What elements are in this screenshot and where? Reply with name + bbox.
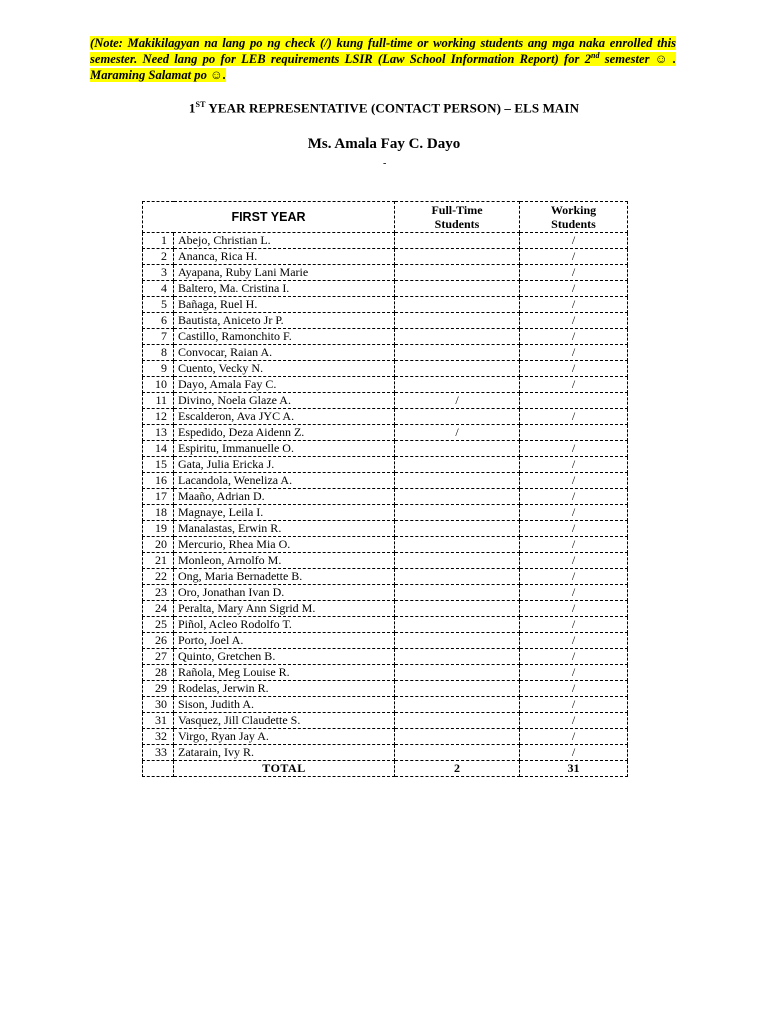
working-header-line1: Working (550, 203, 597, 217)
representative-heading (0, 100, 768, 116)
full-time-mark (395, 297, 520, 313)
student-name: Bañaga, Ruel H. (174, 297, 395, 313)
table-row (143, 473, 628, 489)
full-time-mark (395, 281, 520, 297)
row-number: 20 (143, 537, 174, 553)
table-row (143, 425, 628, 441)
student-name: Porto, Joel A. (174, 633, 395, 649)
full-time-mark (395, 441, 520, 457)
table-row (143, 249, 628, 265)
full-time-mark (395, 233, 520, 249)
full-time-mark (395, 713, 520, 729)
student-name: Dayo, Amala Fay C. (174, 377, 395, 393)
total-working: 31 (520, 761, 628, 777)
table-row (143, 393, 628, 409)
working-mark: / (520, 249, 628, 265)
table-row (143, 409, 628, 425)
table-row (143, 361, 628, 377)
note-line: (Note: Makikilagyan na lang po ng check (/) kung full-time or working students ang mga naka enrolled this semester. Need lang po for LEB requirements LSIR (Law School Information Report) for 2 (90, 36, 676, 66)
full-time-mark (395, 265, 520, 281)
full-time-mark (395, 697, 520, 713)
table-row (143, 233, 628, 249)
full-time-mark (395, 681, 520, 697)
working-mark: / (520, 377, 628, 393)
student-name: Maaño, Adrian D. (174, 489, 395, 505)
student-name: Ong, Maria Bernadette B. (174, 569, 395, 585)
heading-ordinal: 1 (188, 100, 196, 116)
table-row (143, 745, 628, 761)
working-mark: / (520, 457, 628, 473)
student-name: Quinto, Gretchen B. (174, 649, 395, 665)
table-row (143, 457, 628, 473)
row-number: 3 (143, 265, 174, 281)
total-row (143, 761, 628, 777)
table-header-row (143, 202, 628, 233)
row-number: 28 (143, 665, 174, 681)
student-name: Rañola, Meg Louise R. (174, 665, 395, 681)
row-number: 10 (143, 377, 174, 393)
roster-body (143, 233, 628, 761)
working-mark: / (520, 265, 628, 281)
student-name: Monleon, Arnolfo M. (174, 553, 395, 569)
working-mark (520, 425, 628, 441)
working-mark: / (520, 329, 628, 345)
student-name: Zatarain, Ivy R. (174, 745, 395, 761)
table-row (143, 713, 628, 729)
table-row (143, 329, 628, 345)
row-number: 19 (143, 521, 174, 537)
row-number: 7 (143, 329, 174, 345)
full-time-mark (395, 665, 520, 681)
student-name: Sison, Judith A. (174, 697, 395, 713)
student-name: Bautista, Aniceto Jr P. (174, 313, 395, 329)
first-year-header: FIRST YEAR (143, 202, 395, 233)
working-mark: / (520, 537, 628, 553)
student-name: Magnaye, Leila I. (174, 505, 395, 521)
full-time-mark (395, 537, 520, 553)
table-row (143, 313, 628, 329)
working-mark: / (520, 441, 628, 457)
full-time-mark (395, 601, 520, 617)
row-number: 17 (143, 489, 174, 505)
student-name: Espiritu, Immanuelle O. (174, 441, 395, 457)
student-name: Castillo, Ramonchito F. (174, 329, 395, 345)
table-row (143, 441, 628, 457)
row-number: 26 (143, 633, 174, 649)
table-row (143, 521, 628, 537)
student-name: Ayapana, Ruby Lani Marie (174, 265, 395, 281)
student-name: Vasquez, Jill Claudette S. (174, 713, 395, 729)
full-time-mark: / (395, 393, 520, 409)
table-row (143, 345, 628, 361)
table-row (143, 665, 628, 681)
row-number: 18 (143, 505, 174, 521)
note-line-end: semester ☺ . Maraming Salamat po ☺. (90, 52, 676, 82)
heading-text: YEAR REPRESENTATIVE (CONTACT PERSON) – ELS MAIN (205, 100, 580, 116)
working-mark: / (520, 297, 628, 313)
total-blank-cell (143, 761, 174, 777)
table-row (143, 489, 628, 505)
row-number: 29 (143, 681, 174, 697)
row-number: 24 (143, 601, 174, 617)
student-name: Gata, Julia Ericka J. (174, 457, 395, 473)
student-name: Divino, Noela Glaze A. (174, 393, 395, 409)
note-superscript: nd (591, 50, 600, 60)
row-number: 1 (143, 233, 174, 249)
full-time-header-line2: Students (434, 217, 480, 231)
student-name: Oro, Jonathan Ivan D. (174, 585, 395, 601)
full-time-mark (395, 377, 520, 393)
full-time-mark (395, 409, 520, 425)
row-number: 13 (143, 425, 174, 441)
full-time-mark (395, 457, 520, 473)
working-mark: / (520, 665, 628, 681)
full-time-mark (395, 361, 520, 377)
note-text (90, 36, 676, 82)
table-row (143, 617, 628, 633)
full-time-mark (395, 649, 520, 665)
full-time-header (395, 202, 520, 233)
table-row (143, 537, 628, 553)
student-name: Rodelas, Jerwin R. (174, 681, 395, 697)
working-mark: / (520, 345, 628, 361)
working-mark: / (520, 649, 628, 665)
table-row (143, 601, 628, 617)
student-name: Peralta, Mary Ann Sigrid M. (174, 601, 395, 617)
full-time-header-line1: Full-Time (431, 203, 483, 217)
working-mark: / (520, 281, 628, 297)
full-time-mark (395, 745, 520, 761)
table-row (143, 281, 628, 297)
student-name: Ananca, Rica H. (174, 249, 395, 265)
row-number: 33 (143, 745, 174, 761)
instruction-note (90, 35, 676, 83)
student-name: Virgo, Ryan Jay A. (174, 729, 395, 745)
working-mark: / (520, 313, 628, 329)
row-number: 16 (143, 473, 174, 489)
row-number: 27 (143, 649, 174, 665)
row-number: 2 (143, 249, 174, 265)
student-name: Escalderon, Ava JYC A. (174, 409, 395, 425)
row-number: 25 (143, 617, 174, 633)
working-mark: / (520, 585, 628, 601)
row-number: 31 (143, 713, 174, 729)
table-row (143, 585, 628, 601)
working-mark: / (520, 473, 628, 489)
total-full-time: 2 (395, 761, 520, 777)
working-mark: / (520, 409, 628, 425)
row-number: 11 (143, 393, 174, 409)
table-row (143, 553, 628, 569)
working-header (520, 202, 628, 233)
table-row (143, 569, 628, 585)
student-name: Espedido, Deza Aidenn Z. (174, 425, 395, 441)
row-number: 21 (143, 553, 174, 569)
row-number: 8 (143, 345, 174, 361)
working-mark: / (520, 233, 628, 249)
student-name: Abejo, Christian L. (174, 233, 395, 249)
working-mark: / (520, 489, 628, 505)
working-mark: / (520, 633, 628, 649)
working-mark: / (520, 505, 628, 521)
working-mark: / (520, 729, 628, 745)
row-number: 22 (143, 569, 174, 585)
full-time-mark (395, 505, 520, 521)
student-name: Cuento, Vecky N. (174, 361, 395, 377)
table-row (143, 681, 628, 697)
row-number: 4 (143, 281, 174, 297)
table-row (143, 633, 628, 649)
row-number: 6 (143, 313, 174, 329)
row-number: 9 (143, 361, 174, 377)
table-row (143, 265, 628, 281)
full-time-mark (395, 313, 520, 329)
working-mark: / (520, 745, 628, 761)
working-mark (520, 393, 628, 409)
student-roster-table (142, 201, 628, 777)
row-number: 23 (143, 585, 174, 601)
full-time-mark (395, 473, 520, 489)
table-row (143, 297, 628, 313)
working-mark: / (520, 713, 628, 729)
full-time-mark (395, 553, 520, 569)
table-row (143, 697, 628, 713)
heading-ordinal-suffix: ST (195, 100, 206, 109)
working-mark: / (520, 601, 628, 617)
full-time-mark: / (395, 425, 520, 441)
dash-mark: - (383, 158, 387, 169)
working-mark: / (520, 569, 628, 585)
table-row (143, 649, 628, 665)
student-name: Lacandola, Weneliza A. (174, 473, 395, 489)
working-mark: / (520, 361, 628, 377)
representative-name: Ms. Amala Fay C. Dayo (307, 136, 461, 152)
row-number: 15 (143, 457, 174, 473)
student-name: Piñol, Acleo Rodolfo T. (174, 617, 395, 633)
working-mark: / (520, 617, 628, 633)
full-time-mark (395, 329, 520, 345)
full-time-mark (395, 345, 520, 361)
table-row (143, 729, 628, 745)
student-name: Manalastas, Erwin R. (174, 521, 395, 537)
total-label: TOTAL (174, 761, 395, 777)
working-mark: / (520, 521, 628, 537)
working-mark: / (520, 697, 628, 713)
row-number: 32 (143, 729, 174, 745)
full-time-mark (395, 249, 520, 265)
full-time-mark (395, 489, 520, 505)
student-name: Mercurio, Rhea Mia O. (174, 537, 395, 553)
table-row (143, 377, 628, 393)
full-time-mark (395, 633, 520, 649)
full-time-mark (395, 729, 520, 745)
row-number: 30 (143, 697, 174, 713)
working-mark: / (520, 681, 628, 697)
working-mark: / (520, 553, 628, 569)
full-time-mark (395, 569, 520, 585)
row-number: 5 (143, 297, 174, 313)
table-row (143, 505, 628, 521)
student-name: Baltero, Ma. Cristina I. (174, 281, 395, 297)
full-time-mark (395, 617, 520, 633)
student-name: Convocar, Raian A. (174, 345, 395, 361)
working-header-line2: Students (551, 217, 596, 231)
row-number: 12 (143, 409, 174, 425)
full-time-mark (395, 521, 520, 537)
row-number: 14 (143, 441, 174, 457)
full-time-mark (395, 585, 520, 601)
